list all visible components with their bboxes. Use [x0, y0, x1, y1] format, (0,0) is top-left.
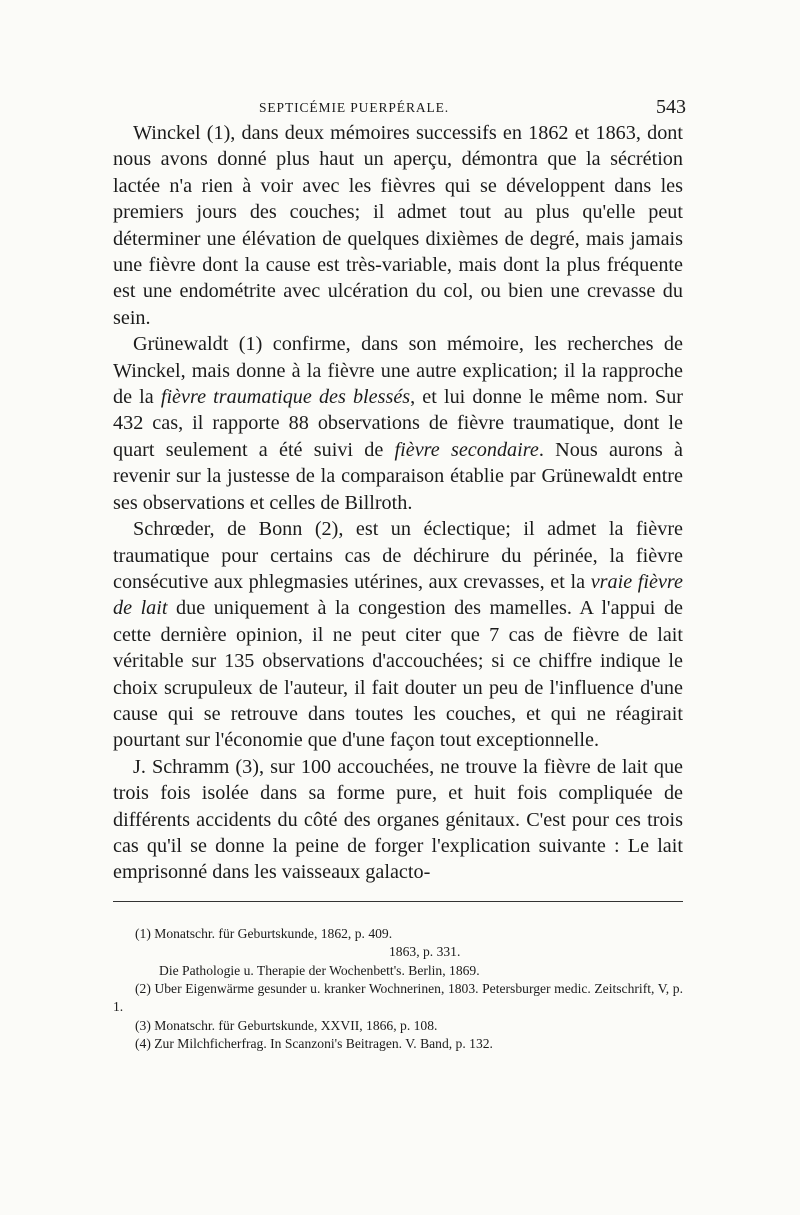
running-head — [113, 96, 686, 120]
text-run: Schrœder, de Bonn (2), est un éclectique; il admet la fièvre traumatique pour certains cas de déchirure du périnée, la fièvre consécutive aux phlegmasies utérines, aux crevasses, et la — [113, 518, 683, 593]
paragraph-grunewaldt — [113, 331, 683, 516]
page — [113, 96, 686, 1054]
page-number: 543 — [656, 96, 686, 118]
text-run: Grünewaldt (1) confirme, dans son mémoire, les recherches de Winckel, mais donne à la fièvre une autre explication; il la rapproche de la — [113, 333, 683, 409]
footnotes — [113, 925, 683, 1054]
text-run: , et lui donne le même nom. Sur 432 cas, il rapporte 88 observations de fièvre traumatique, dont le quart seulement a été suivi de — [113, 386, 684, 461]
paragraph-winckel: Winckel (1), dans deux mémoires successifs en 1862 et 1863, dont nous avons donné plus haut un aperçu, démontra que la sécrétion lactée n'a rien à voir avec les fièvres qui se développent dans les premiers jours des couches; il admet tout au plus qu'elle peut déterminer une élévation de quelques dixièmes de degré, mais jamais une fièvre dont la cause est très-variable, mais dont la plus fréquente est une endométrite avec ulcération du col, ou bien une crevasse du sein. — [113, 122, 683, 329]
italic-term: fièvre traumatique des blessés — [160, 386, 411, 409]
footnote-2: (2) Uber Eigenwärme gesunder u. kranker Wochnerinen, 1803. Petersburger medic. Zeitschrift, V, p. 1. — [113, 981, 683, 1015]
paragraph-schroeder — [113, 516, 683, 754]
footnote-1-reference: Die Pathologie u. Therapie der Wochenbett's. Berlin, 1869. — [159, 962, 480, 978]
italic-term: fièvre secondaire — [394, 438, 539, 461]
text-run: due uniquement à la congestion des mamelles. A l'appui de cette dernière opinion, il ne peut citer que 7 cas de fièvre de lait véritable sur 135 observations d'accouchées; si ce chiffre indique le choix scrupuleux de l'auteur, il fait douter un peu de l'influence d'une cause qui se retrouve dans toutes les couches, et qui ne réagirait pourtant sur l'économie que d'une façon tout exceptionnelle. — [113, 597, 683, 752]
footnote-3: (3) Monatschr. für Geburtskunde, XXVII, 1866, p. 108. — [135, 1017, 438, 1033]
running-title: SEPTICÉMIE PUERPÉRALE. — [259, 100, 450, 115]
footnote-4: (4) Zur Milchficherfrag. In Scanzoni's Beitragen. V. Band, p. 132. — [135, 1036, 493, 1052]
italic-term: vraie fièvre de lait — [113, 570, 683, 620]
footnote-divider — [113, 901, 683, 902]
footnote-1: (1) Monatschr. für Geburtskunde, 1862, p. 409. — [135, 925, 393, 941]
text-run: . Nous aurons à revenir sur la justesse de la comparaison établie par Grünewaldt entre ses observations et celles de Billroth. — [113, 438, 683, 514]
footnote-1-continuation: 1863, p. 331. — [389, 944, 461, 960]
paragraph-schramm: J. Schramm (3), sur 100 accouchées, ne trouve la fièvre de lait que trois fois isolée dans sa forme pure, et huit fois compliquée de différents accidents du côté des organes génitaux. C'est pour ces trois cas qu'il se donne la peine de forger l'explication suivante : Le lait emprisonné dans les vaisseaux galacto- — [113, 755, 683, 884]
